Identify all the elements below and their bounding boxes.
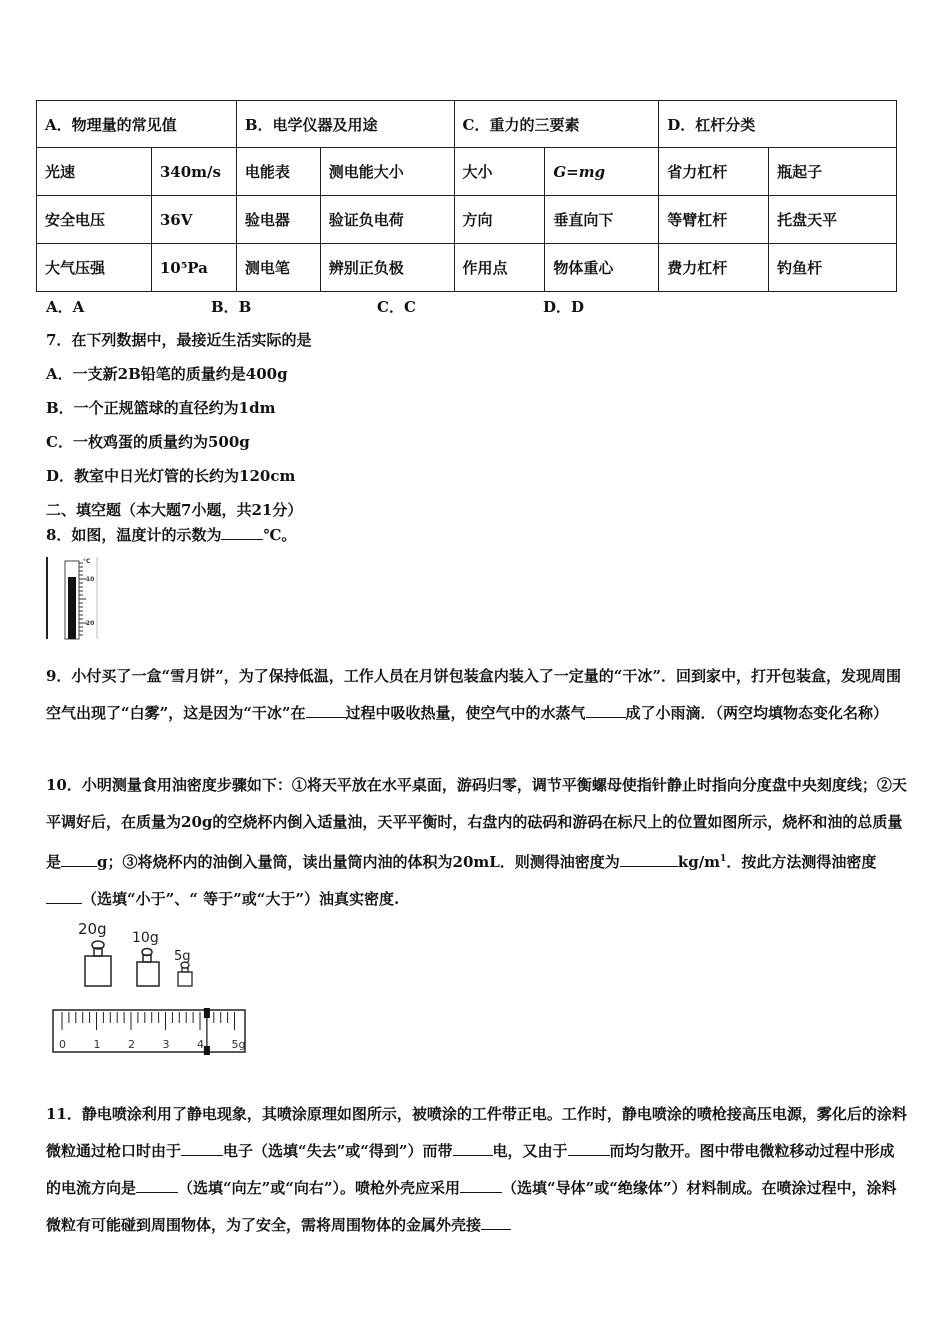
table-cell: 等臂杠杆: [659, 196, 769, 244]
q6-header-c: C．重力的三要素: [454, 101, 659, 148]
table-cell: 方向: [454, 196, 545, 244]
q11-paragraph: [46, 1096, 908, 1244]
q11-text: 电子（选填“失去”或“得到”）而带: [223, 1142, 453, 1160]
q10-text: g；③将烧杯内的油倒入量筒，读出量筒内油的体积为20mL．则测得油密度为: [97, 853, 620, 871]
q6-option-a: A．A: [46, 298, 85, 316]
q7-stem: 7．在下列数据中，最接近生活实际的是: [46, 331, 312, 349]
table-cell: 省力杠杆: [659, 148, 769, 196]
scale-label: 1: [93, 1038, 101, 1051]
table-cell: 光速: [37, 148, 152, 196]
answer-blank[interactable]: [61, 852, 97, 867]
scale-label: 3: [162, 1038, 170, 1051]
table-cell: 验证负电荷: [320, 196, 454, 244]
q10-text: ．按此方法测得油密度: [726, 853, 877, 871]
table-cell: 36V: [151, 196, 236, 244]
table-cell: 作用点: [454, 244, 545, 292]
answer-blank[interactable]: [620, 852, 678, 867]
weight-20g-icon: [85, 941, 111, 986]
scale-label: 0: [59, 1038, 66, 1051]
table-row: [37, 148, 897, 196]
table-cell: 大小: [454, 148, 545, 196]
answer-blank[interactable]: [568, 1141, 610, 1156]
table-cell: 测电能大小: [320, 148, 454, 196]
q11-text: （选填“向左”或“向右”）。喷枪外壳应采用: [178, 1179, 461, 1197]
table-cell: 物体重心: [545, 244, 659, 292]
table-cell: 托盘天平: [769, 196, 897, 244]
answer-blank[interactable]: [453, 1141, 493, 1156]
q11-text: （选填“导体”或“绝缘体”）材料制成。在喷涂过程中，涂料微粒有可能碰到周围物体，为了安全，需将周围物体的金属外壳接: [46, 1179, 897, 1234]
weight-label-20g: 20g: [78, 920, 107, 938]
q6-option-b: B．B: [211, 298, 252, 316]
scale-labels: [59, 1038, 245, 1051]
q8-stem: [46, 524, 296, 545]
q6-header-b: B．电学仪器及用途: [236, 101, 454, 148]
table-cell: 340m/s: [151, 148, 236, 196]
q11-text: 11．静电喷涂利用了静电现象，其喷涂原理如图所示，被喷涂的工件带正电。工作时，静电喷涂的喷枪接高压电源，雾化后的涂料微粒通过枪口时由于: [46, 1105, 907, 1160]
rider-marker: [204, 1008, 210, 1055]
table-row: [37, 196, 897, 244]
q9-text: 成了小雨滴．（两空均填物态变化名称）: [625, 704, 889, 722]
thermometer-figure: [44, 555, 100, 641]
table-cell: G=mg: [545, 148, 659, 196]
rider-bottom: [204, 1046, 210, 1055]
answer-blank[interactable]: [181, 1141, 223, 1156]
q9-text: 9．小付买了一盒“雪月饼”，为了保持低温，工作人员在月饼包装盒内装入了一定量的“干冰”．回到家中，打开包装盒，发现周围空气出现了“白雾”，这是因为“干冰”在: [46, 667, 901, 722]
q10-superscript: 1: [720, 854, 727, 864]
thermometer-tick-label: 20: [86, 620, 95, 627]
table-cell: 安全电压: [37, 196, 152, 244]
answer-blank[interactable]: [586, 703, 626, 718]
thermometer-liquid: [68, 577, 76, 639]
scale-frame: [53, 1010, 245, 1052]
table-cell: 测电笔: [236, 244, 320, 292]
q11-text: 而均匀散开。图中带电微粒移动过程中形成的电流方向是: [46, 1142, 895, 1197]
q10-text: kg/m: [677, 853, 721, 871]
section-title: 二、填空题（本大题7小题，共21分）: [46, 501, 303, 519]
thermometer-unit-label: °C: [83, 558, 91, 565]
q10-text: （选填“小于”、“ 等于”或“大于”）油真实密度.: [82, 890, 400, 908]
rider-top: [204, 1008, 210, 1018]
q8-stem-text: 8．如图，温度计的示数为: [46, 526, 222, 544]
table-cell: 10⁵Pa: [151, 244, 236, 292]
answer-blank[interactable]: [136, 1178, 178, 1193]
answer-blank[interactable]: [46, 889, 82, 904]
answer-blank[interactable]: [221, 525, 263, 540]
q7-option-a: A．一支新2B铅笔的质量约是400g: [46, 365, 288, 383]
scale-label: 5g: [231, 1038, 246, 1051]
q6-header-a: A．物理量的常见值: [37, 101, 237, 148]
weight-5g-icon: [178, 962, 192, 986]
q7-option-b: B．一个正规篮球的直径约为1dm: [46, 399, 276, 417]
table-cell: 垂直向下: [545, 196, 659, 244]
q10-text: 10．小明测量食用油密度步骤如下：①将天平放在水平桌面，游码归零，调节平衡螺母使指针静止时指向分度盘中央刻度线；②天平调好后，在质量为20g的空烧杯内倒入适量油，天平平衡时，右盘内的砝码和游码在标尺上的位置如图所示，烧杯和油的总质量是: [46, 776, 907, 871]
table-cell: 辨别正负极: [320, 244, 454, 292]
thermometer-tick-label: 10: [86, 576, 95, 583]
table-cell: 验电器: [236, 196, 320, 244]
weight-label-5g: 5g: [174, 949, 191, 964]
table-cell: 大气压强: [37, 244, 152, 292]
q7-option-d: D．教室中日光灯管的长约为120cm: [46, 467, 296, 485]
table-cell: 瓶起子: [769, 148, 897, 196]
answer-blank[interactable]: [460, 1178, 502, 1193]
q6-header-d: D．杠杆分类: [659, 101, 897, 148]
answer-blank[interactable]: [306, 703, 346, 718]
rider-scale-figure: [50, 1004, 250, 1058]
q6-option-c: C．C: [377, 298, 416, 316]
scale-label: 4: [197, 1038, 204, 1051]
q7-option-c: C．一枚鸡蛋的质量约为500g: [46, 433, 250, 451]
table-cell: 钓鱼杆: [769, 244, 897, 292]
q9-paragraph: [46, 658, 908, 732]
q6-option-d: D．D: [543, 298, 585, 316]
q10-paragraph: [46, 767, 908, 918]
table-cell: 电能表: [236, 148, 320, 196]
answer-blank[interactable]: [481, 1215, 511, 1230]
weight-label-10g: 10g: [132, 930, 159, 946]
q9-text: 过程中吸收热量，使空气中的水蒸气: [345, 704, 586, 722]
table-cell: 费力杠杆: [659, 244, 769, 292]
table-row: [37, 244, 897, 292]
q11-text: 电，又由于: [492, 1142, 568, 1160]
weight-10g-icon: [137, 949, 159, 987]
weights-figure: [70, 918, 210, 990]
q8-stem-unit: ℃。: [263, 526, 297, 544]
q6-table: [36, 100, 897, 292]
scale-label: 2: [128, 1038, 135, 1051]
